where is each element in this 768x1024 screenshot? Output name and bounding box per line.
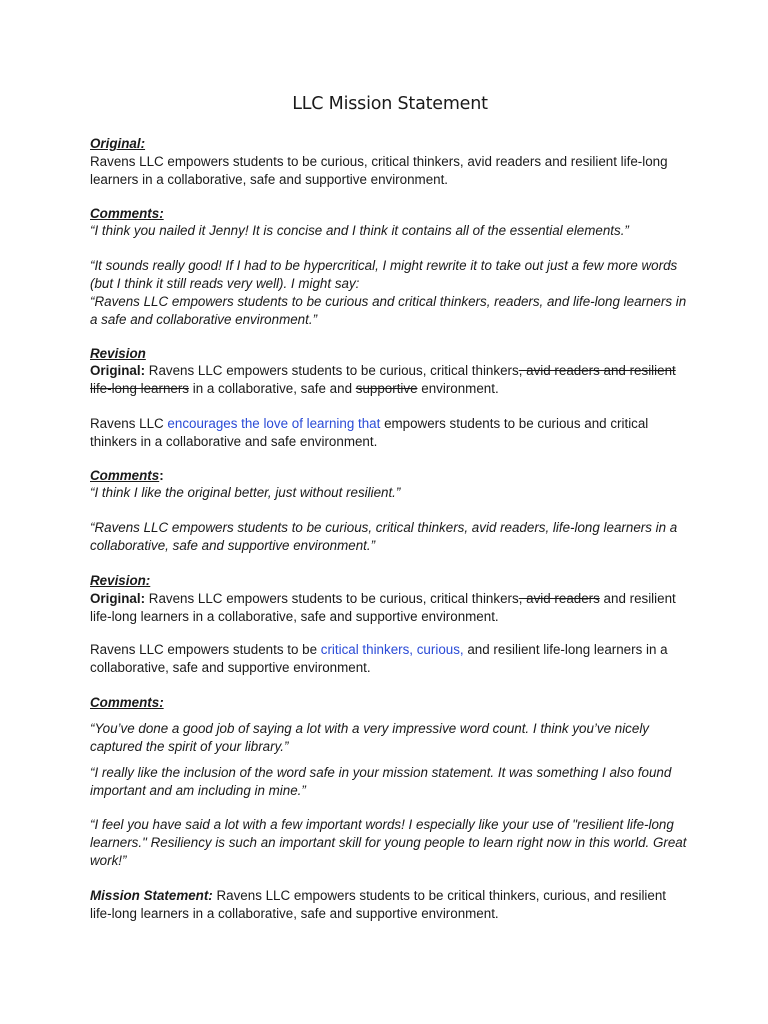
comments-heading-3: [90, 694, 690, 712]
revision-1-original-label: Original:: [90, 363, 146, 378]
revision-1-text-b: in a collaborative, safe and: [189, 381, 356, 396]
mission-statement-label: Mission Statement:: [90, 888, 213, 903]
revision-heading-2: [90, 572, 690, 590]
revision-2-new-b: and resilient life-long learners in a collaborative, safe and supportive environment.: [90, 642, 668, 675]
comment-1-3: “Ravens LLC empowers students to be curious and critical thinkers, readers, and life-long learners in a safe and collaborative environment.”: [90, 294, 687, 327]
revision-2-new-a: Ravens LLC empowers students to be: [90, 642, 321, 657]
comment-2-1: “I think I like the original better, just without resilient.”: [90, 485, 401, 500]
comment-3-1: “You’ve done a good job of saying a lot with a very impressive word count. I think you’ve nicely captured the spirit of your library.”: [90, 721, 649, 754]
revision-2-original: [90, 590, 690, 626]
comment-3-2: “I really like the inclusion of the word safe in your mission statement. It was something I also found important and am including in mine.”: [90, 765, 672, 798]
comment-1-1: “I think you nailed it Jenny! It is concise and I think it contains all of the essential elements.”: [90, 223, 629, 238]
original-heading-text: Original:: [90, 136, 146, 151]
revision-1-original: [90, 362, 690, 398]
comments-heading-2-colon: :: [159, 468, 164, 483]
revision-1-text-a: Ravens LLC empowers students to be curious, critical thinkers: [145, 363, 519, 378]
mission-statement-text: Ravens LLC empowers students to be critical thinkers, curious, and resilient life-long learners in a collaborative, safe and supportive environment.: [90, 888, 667, 921]
revision-2-original-label: Original:: [90, 591, 146, 606]
original-heading: [90, 135, 690, 153]
comment-1-2: “It sounds really good! If I had to be hypercritical, I might rewrite it to take out just a few more words (but I think it still reads very well). I might say:: [90, 258, 678, 291]
revision-heading-1: [90, 345, 690, 363]
revision-1-struck-a: , avid readers and resilient life-long learners: [90, 363, 676, 396]
revision-2-new: [90, 641, 690, 677]
revision-2-struck-a: , avid readers: [518, 591, 600, 606]
comments-heading-1-text: Comments:: [90, 206, 164, 221]
comments-heading-2-text: Comments: [90, 468, 160, 483]
document-title: LLC Mission Statement: [292, 94, 488, 114]
revision-1-new-highlight: encourages the love of learning that: [167, 416, 381, 431]
revision-1-new: [90, 415, 690, 451]
comment-3-3: “I feel you have said a lot with a few important words! I especially like your use of "resilient life-long learners." Resiliency is such an important skill for young people to learn right now in this world. Great work!”: [90, 817, 687, 868]
revision-2-text-b: and resilient life-long learners in a collaborative, safe and supportive environment.: [90, 591, 676, 624]
original-statement: Ravens LLC empowers students to be curious, critical thinkers, avid readers and resilient life-long learners in a collaborative, safe and supportive environment.: [90, 154, 668, 187]
comments-heading-3-text: Comments:: [90, 695, 164, 710]
comments-heading-2: [90, 467, 690, 485]
comments-heading-1: [90, 205, 690, 223]
revision-1-new-b: empowers students to be curious and critical thinkers in a collaborative and safe environment.: [90, 416, 649, 449]
comment-2-2: “Ravens LLC empowers students to be curious, critical thinkers, avid readers, life-long learners in a collaborative, safe and supportive environment.”: [90, 520, 678, 553]
revision-2-new-highlight: critical thinkers, curious,: [320, 642, 464, 657]
revision-1-struck-b: supportive: [355, 381, 418, 396]
revision-2-text-a: Ravens LLC empowers students to be curious, critical thinkers: [145, 591, 519, 606]
final-mission-statement: [90, 887, 690, 923]
revision-1-text-c: environment.: [417, 381, 499, 396]
revision-heading-1-text: Revision: [90, 346, 146, 361]
revision-heading-2-text: Revision:: [90, 573, 151, 588]
revision-1-new-a: Ravens LLC: [90, 416, 168, 431]
